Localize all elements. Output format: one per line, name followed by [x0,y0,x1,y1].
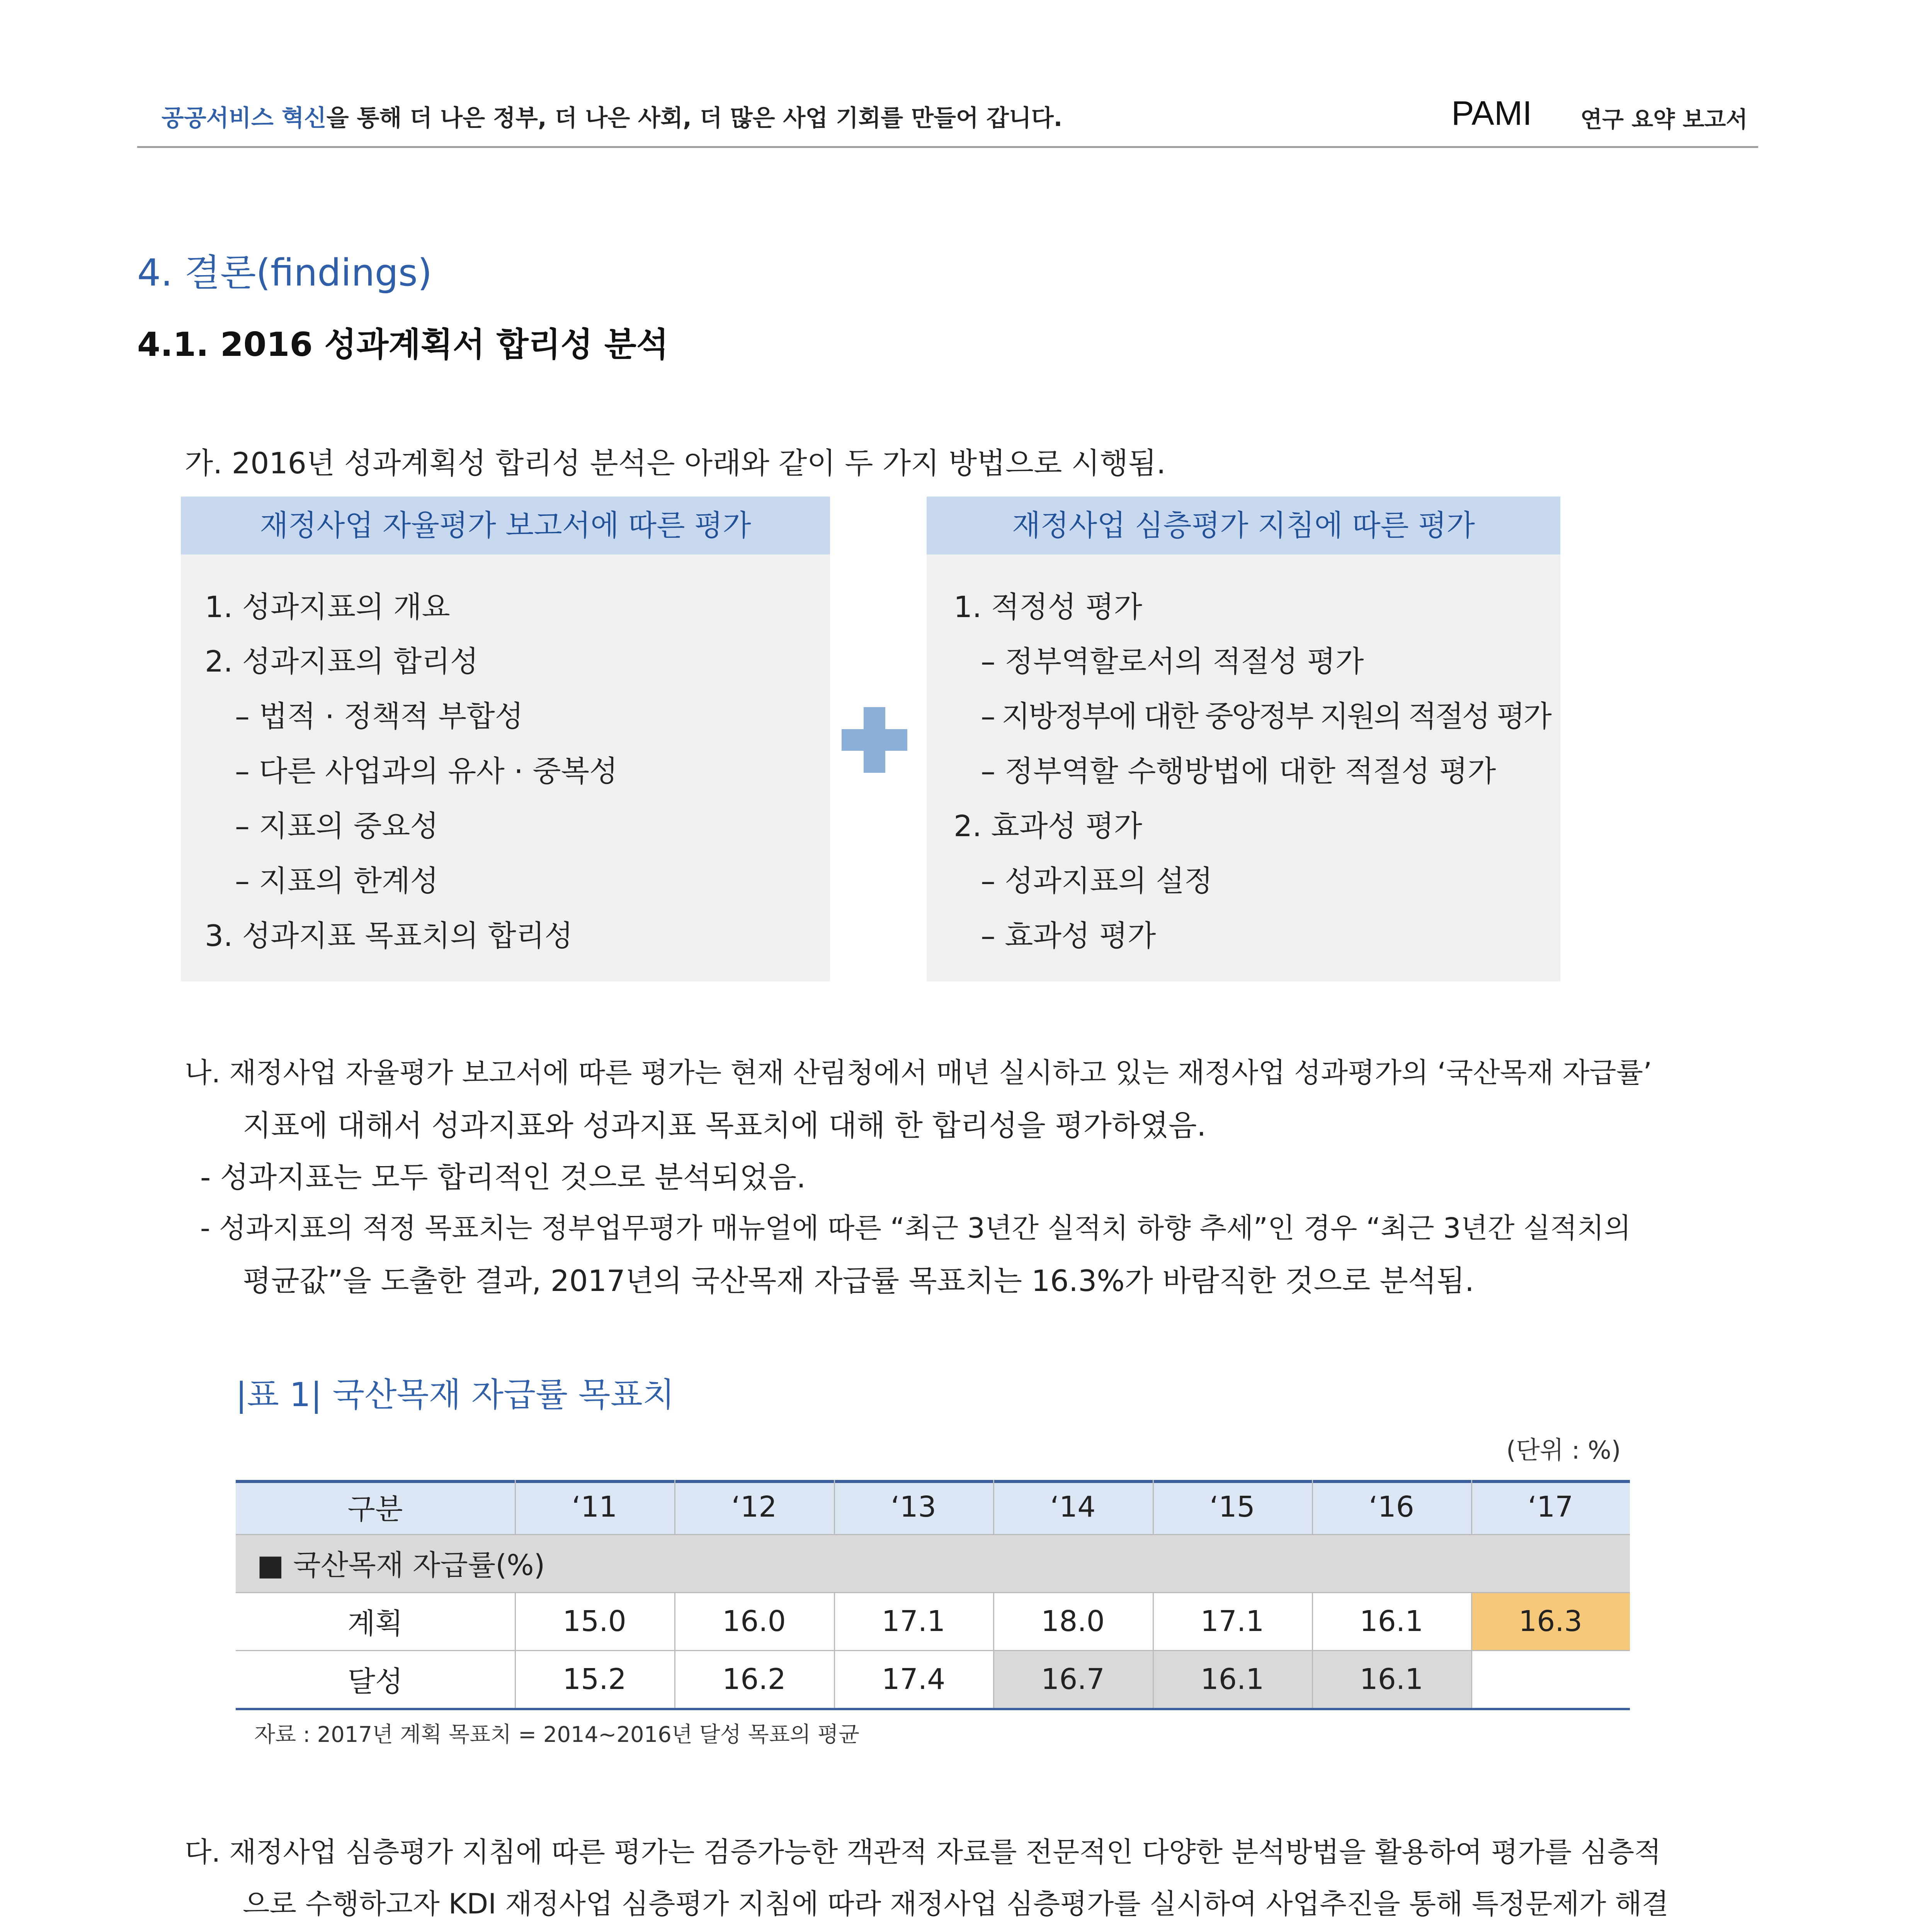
table1-col-header: ‘15 [1209,1490,1255,1524]
compare-left-item: – 법적 · 정책적 부합성 [235,699,524,733]
table1 [236,1480,1630,1712]
header-report-type: 연구 요약 보고서 [1580,106,1748,133]
table1-col-header: ‘16 [1369,1490,1414,1524]
table1-vrule [1312,1480,1313,1534]
table1-source: 자료 : 2017년 계획 목표치 = 2014~2016년 달성 목표의 평균 [254,1722,860,1747]
table1-cell: 18.0 [1041,1605,1105,1638]
table1-col-header: ‘14 [1050,1490,1096,1524]
compare-box-right [927,497,1560,981]
table1-vrule [1471,1480,1472,1534]
table1-vrule [834,1592,835,1708]
header-slogan [162,100,1062,133]
table1-vrule [1153,1480,1154,1534]
compare-box-left [181,497,830,981]
table1-cell [1471,1651,1630,1708]
compare-left-item: – 지표의 한계성 [235,864,439,898]
compare-right-item: 2. 효과성 평가 [954,809,1142,843]
table1-cell: 15.2 [563,1663,626,1696]
table1-cell: 16.1 [1200,1663,1264,1696]
table1-col-header: ‘12 [731,1490,777,1524]
table1-vrule [515,1592,516,1708]
table1-title: |표 1| 국산목재 자급률 목표치 [236,1376,675,1414]
table1-cell: 16.2 [722,1663,786,1696]
compare-left-item: – 지표의 중요성 [235,809,439,843]
compare-right-item: – 성과지표의 설정 [981,864,1213,898]
compare-left-item: 2. 성과지표의 합리성 [205,644,479,679]
compare-box-left-title: 재정사업 자율평가 보고서에 따른 평가 [181,497,830,554]
table1-cell: 17.1 [881,1605,946,1638]
para-na-bullet2-line2: 평균값”을 도출한 결과, 2017년의 국산목재 자급률 목표치는 16.3%가 바람직한 것으로 분석됨. [243,1264,1474,1298]
table1-vrule [674,1592,675,1708]
table1-row-label: 계획 [347,1607,403,1640]
para-na-line2: 지표에 대해서 성과지표와 성과지표 목표치에 대해 한 합리성을 평가하였음. [243,1108,1206,1143]
table1-top-rule [236,1480,1630,1483]
section-title: 4. 결론(findings) [137,251,432,294]
table1-rule [236,1650,1630,1651]
para-na-bullet1: - 성과지표는 모두 합리적인 것으로 분석되었음. [200,1160,806,1194]
compare-right-item: – 효과성 평가 [981,918,1156,953]
plus-icon-bar [842,729,907,751]
table1-cell: 16.1 [1359,1605,1424,1638]
table1-target-cell: 16.3 [1519,1605,1582,1638]
table1-cell: 17.1 [1200,1605,1264,1638]
table1-col-header: ‘17 [1527,1490,1573,1524]
table1-rule [236,1534,1630,1535]
table1-cell: 16.0 [722,1605,786,1638]
table1-cell: 15.0 [563,1605,626,1638]
compare-left-item: – 다른 사업과의 유사 · 중복성 [235,754,618,788]
para-da-line2: 으로 수행하고자 KDI 재정사업 심층평가 지침에 따라 재정사업 심층평가를 실시하여 사업추진을 통해 특정문제가 해결 [243,1888,1669,1920]
table1-vrule [1471,1592,1472,1708]
table1-vrule [993,1592,994,1708]
table1-cell: 17.4 [881,1663,946,1696]
compare-right-item: – 정부역할로서의 적절성 평가 [981,644,1364,679]
table1-cell: 16.1 [1359,1663,1424,1696]
para-na-line1: 나. 재정사업 자율평가 보고서에 따른 평가는 현재 산림청에서 매년 실시하고 있는 재정사업 성과평가의 ‘국산목재 자급률’ [185,1056,1652,1089]
compare-right-item: – 정부역할 수행방법에 대한 적절성 평가 [981,754,1496,788]
table1-group-label: ■ 국산목재 자급률(%) [257,1549,545,1582]
para-na-bullet2-line1: - 성과지표의 적정 목표치는 정부업무평가 매뉴얼에 따른 “최근 3년간 실적치 하향 추세”인 경우 “최근 3년간 실적치의 [200,1212,1631,1244]
compare-left-item: 3. 성과지표 목표치의 합리성 [205,918,573,953]
table1-col-header: ‘13 [891,1490,936,1524]
para-ga: 가. 2016년 성과계획성 합리성 분석은 아래와 같이 두 가지 방법으로 시행됨. [185,446,1166,480]
para-da-line1: 다. 재정사업 심층평가 지침에 따른 평가는 검증가능한 객관적 자료를 전문적인 다양한 분석방법을 활용하여 평가를 심층적 [185,1836,1661,1868]
table1-vrule [515,1480,516,1534]
table1-vrule [674,1480,675,1534]
header-divider [137,146,1758,148]
section-subtitle: 4.1. 2016 성과계획서 합리성 분석 [137,325,668,364]
compare-box-right-title: 재정사업 심층평가 지침에 따른 평가 [927,497,1560,554]
compare-right-item: – 지방정부에 대한 중앙정부 지원의 적절성 평가 [981,699,1550,733]
table1-vrule [993,1480,994,1534]
table1-col-header: ‘11 [572,1490,617,1524]
table1-unit: (단위 : %) [1506,1436,1621,1465]
header-slogan-rest: 을 통해 더 나은 정부, 더 나은 사회, 더 많은 사업 기회를 만들어 갑니다. [326,105,1063,132]
header-slogan-highlight: 공공서비스 혁신 [162,105,327,132]
compare-right-item: 1. 적정성 평가 [954,590,1142,624]
table1-cell: 16.7 [1041,1663,1105,1696]
table1-rule [236,1592,1630,1593]
table1-col-header: 구분 [347,1493,403,1526]
table1-vrule [834,1480,835,1534]
compare-left-item: 1. 성과지표의 개요 [205,590,450,624]
table1-vrule [1153,1592,1154,1708]
table1-bottom-rule [236,1708,1630,1710]
header-brand: PAMI [1451,94,1532,132]
table1-row-label: 달성 [347,1665,403,1698]
table1-vrule [1312,1592,1313,1708]
